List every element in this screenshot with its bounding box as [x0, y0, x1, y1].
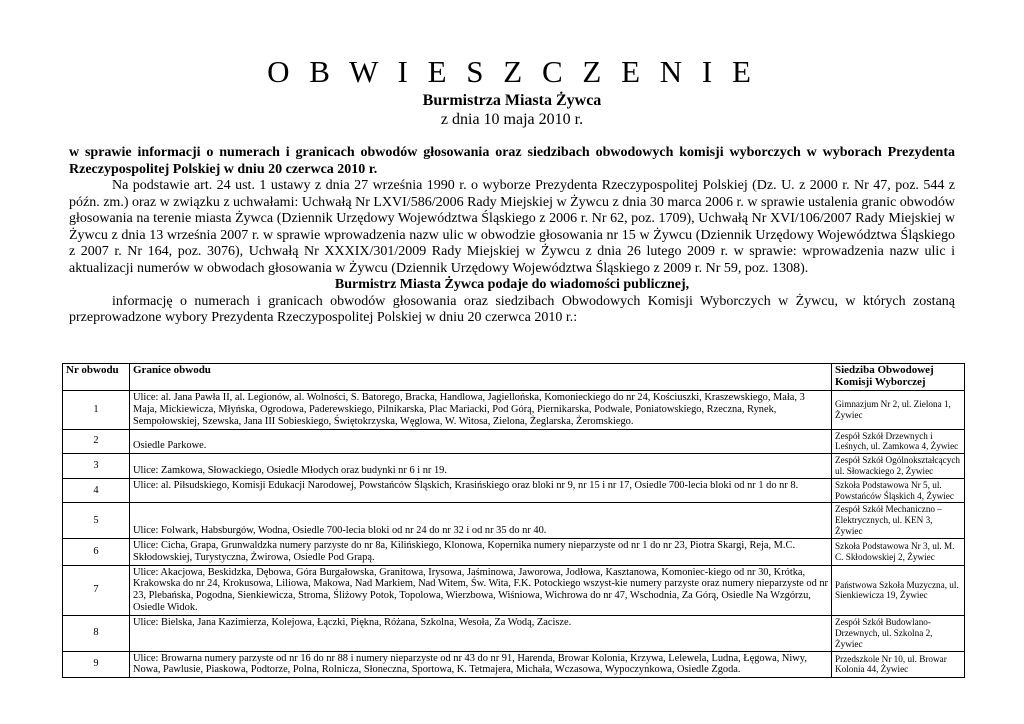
- table-row: [63, 616, 965, 651]
- district-number: 7: [63, 565, 130, 616]
- header-granice: Granice obwodu: [130, 364, 832, 391]
- district-boundaries: Ulice: al. Piłsudskiego, Komisji Edukacji Narodowej, Powstańców Śląskich, Krasińskiego oraz bloki nr 9, nr 15 i nr 17, Osiedle 700-lecia bloki od nr 1 do nr 8.: [130, 478, 832, 503]
- table-row: [63, 390, 965, 429]
- district-number: 6: [63, 538, 130, 565]
- header-nr: Nr obwodu: [63, 364, 130, 391]
- district-boundaries: Ulice: Browarna numery parzyste od nr 16 do nr 88 i numery nieparzyste od nr 43 do nr 91, Harenda, Browar Kolonia, Krzywa, Lelewela, Ludna, Łęgowa, Niwy, Nowa, Pawlusie, Piaskowa, Podtorze, Polna, Rolnicza, Słoneczna, Sportowa, K. Tetmajera, Michała, Wczasowa, Wypoczynkowa, Osiedle Zgoda.: [130, 651, 832, 678]
- commission-seat: Państwowa Szkoła Muzyczna, ul. Sienkiewicza 19, Żywiec: [832, 565, 965, 616]
- district-number: 4: [63, 478, 130, 503]
- commission-seat: Gimnazjum Nr 2, ul. Zielona 1, Żywiec: [832, 390, 965, 429]
- district-number: 3: [63, 454, 130, 479]
- district-boundaries: Ulice: Folwark, Habsburgów, Wodna, Osiedle 700-lecia bloki od nr 24 do nr 32 i od nr 35 do nr 40.: [130, 503, 832, 538]
- district-boundaries: Ulice: Cicha, Grapa, Grunwaldzka numery parzyste do nr 8a, Kilińskiego, Klonowa, Kopernika numery nieparzyste od nr 1 do nr 23, Piotra Skargi, Reja, M.C. Skłodowskiej, Turystyczna, Żwirowa, Osiedle Pod Grapą.: [130, 538, 832, 565]
- district-boundaries: Ulice: Akacjowa, Beskidzka, Dębowa, Góra Burgałowska, Granitowa, Irysowa, Jaśminowa, Jaworowa, Jodłowa, Kasztanowa, Komoniec-kiego od nr 30, Krótka, Krakowska do nr 24, Krokusowa, Liliowa, Makowa, Nad Markiem, Nad Witem, Św. Wita, F.K. Potockiego wszyst-kie numery parzyste oraz numery nieparzyste od nr 23, Plebańska, Pogodna, Sienkiewicza, Stroma, Śliżowy Potok, Topolowa, Wierzbowa, Wiśniowa, Wichrowa do nr 47, Wschodnia, Za Górą, Osiedle Na Wzgórzu, Osiedle Widok.: [130, 565, 832, 616]
- document-date: z dnia 10 maja 2010 r.: [440, 111, 584, 128]
- commission-seat: Zespół Szkół Drzewnych i Leśnych, ul. Zamkowa 4, Żywiec: [832, 429, 965, 454]
- district-boundaries: Osiedle Parkowe.: [130, 429, 832, 454]
- table-row: [63, 454, 965, 479]
- header-siedziba: Siedziba Obwodowej Komisji Wyborczej: [832, 364, 965, 391]
- districts-table: [62, 363, 965, 678]
- document-body: [69, 145, 955, 327]
- announcement-line: Burmistrz Miasta Żywca podaje do wiadomości publicznej,: [334, 277, 690, 292]
- commission-seat: Szkoła Podstawowa Nr 5, ul. Powstańców Śląskich 4, Żywiec: [832, 478, 965, 503]
- table-row: [63, 565, 965, 616]
- district-boundaries: Ulice: Zamkowa, Słowackiego, Osiedle Młodych oraz budynki nr 6 i nr 19.: [130, 454, 832, 479]
- district-number: 9: [63, 651, 130, 678]
- legal-basis-paragraph: Na podstawie art. 24 ust. 1 ustawy z dnia 27 września 1990 r. o wyborze Prezydenta Rzeczypospolitej Polskiej (Dz. U. z 2000 r. Nr 47, poz. 544 z późn. zm.) oraz w związku z uchwałami: Uchwałą Nr LXVI/586/2006 Rady Miejskiej w Żywcu z dnia 30 marca 2006 r. w sprawie ustalenia granic obwodów głosowania na terenie miasta Żywca (Dziennik Urzędowy Województwa Śląskiego z 2006 r. Nr 62, poz. 1709), Uchwałą Nr XVI/106/2007 Rady Miejskiej w Żywcu z dnia 13 września 2007 r. w sprawie wprowadzenia nazw ulic w obwodzie głosowania nr 15 w Żywcu (Dziennik Urzędowy Województwa Śląskiego z 2007 r. Nr 164, poz. 3076), Uchwałą Nr XXXIX/301/2009 Rady Miejskiej w Żywcu z dnia 26 lutego 2009 r. w sprawie: wprowadzenia nazw ulic i aktualizacji numerów w obwodach głosowania w Żywcu (Dziennik Urzędowy Województwa Śląskiego z 2009 r. Nr 59, poz. 1308).: [69, 178, 956, 276]
- district-number: 1: [63, 390, 130, 429]
- subject-paragraph: w sprawie informacji o numerach i granicach obwodów głosowania oraz siedzibach obwodowych komisji wyborczych w wyborach Prezydenta Rzeczypospolitej Polskiej w dniu 20 czerwca 2010 r.: [69, 145, 955, 177]
- commission-seat: Zespół Szkół Ogólnokształcących ul. Słowackiego 2, Żywiec: [832, 454, 965, 479]
- table-row: [63, 478, 965, 503]
- table-header-row: [63, 364, 965, 391]
- district-boundaries: Ulice: al. Jana Pawła II, al. Legionów, al. Wolności, S. Batorego, Bracka, Handlowa, Jagiellońska, Komonieckiego do nr 24, Kościuszki, Kraszewskiego, Mała, 3 Maja, Mickiewicza, Młyńska, Ogrodowa, Paderewskiego, Pilnikarska, Plac Mariacki, Pod Górą, Piernikarska, Podwale, Poniatowskiego, Rzeczna, Rynek, Sempołowskiej, Szewska, Jana III Sobieskiego, Świętokrzyska, Węglowa, W. Witosa, Zielona, Żeglarska, Żeromskiego.: [130, 390, 832, 429]
- table-row: [63, 651, 965, 678]
- district-boundaries: Ulice: Bielska, Jana Kazimierza, Kolejowa, Łączki, Piękna, Różana, Szkolna, Wesoła, Za Wodą, Zacisze.: [130, 616, 832, 651]
- table-row: [63, 503, 965, 538]
- table-row: [63, 429, 965, 454]
- document-issuer: Burmistrza Miasta Żywca: [422, 92, 602, 109]
- district-number: 8: [63, 616, 130, 651]
- commission-seat: Zespół Szkół Mechaniczno – Elektrycznych, ul. KEN 3, Żywiec: [832, 503, 965, 538]
- district-number: 2: [63, 429, 130, 454]
- commission-seat: Przedszkole Nr 10, ul. Browar Kolonia 44, Żywiec: [832, 651, 965, 678]
- info-paragraph: informację o numerach i granicach obwodów głosowania oraz siedzibach Obwodowych Komisji Wyborczych w Żywcu, w których zostaną przeprowadzone wybory Prezydenta Rzeczypospolitej Polskiej w dniu 20 czerwca 2010 r.:: [69, 293, 955, 325]
- commission-seat: Szkoła Podstawowa Nr 3, ul. M. C. Skłodowskiej 2, Żywiec: [832, 538, 965, 565]
- district-number: 5: [63, 503, 130, 538]
- commission-seat: Zespół Szkół Budowlano-Drzewnych, ul. Szkolna 2, Żywiec: [832, 616, 965, 651]
- document-title: O B W I E S Z C Z E N I E: [267, 54, 757, 89]
- table-row: [63, 538, 965, 565]
